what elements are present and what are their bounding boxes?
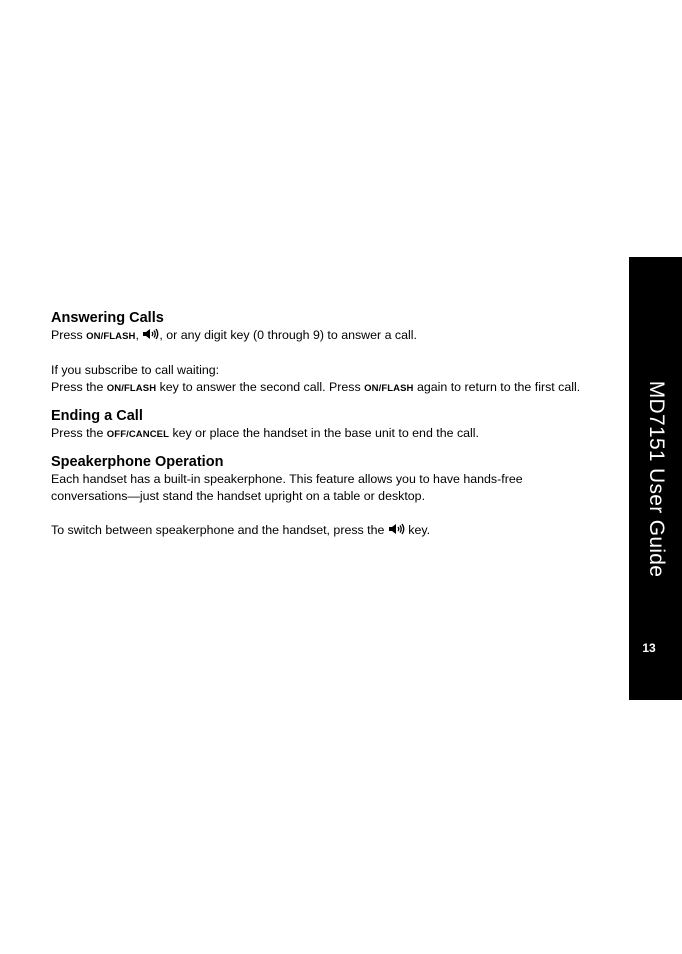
- heading-answering-calls: Answering Calls: [51, 310, 164, 326]
- side-tab-title: [629, 359, 682, 599]
- ending-instruction: Press the OFF/CANCEL key or place the handset in the base unit to end the call.: [51, 426, 479, 440]
- speakerphone-description: Each handset has a built-in speakerphone. This feature allows you to have hands-free conversations—just stand the handset upright on a table or desktop.: [51, 472, 523, 503]
- heading-speakerphone-operation: Speakerphone Operation: [51, 454, 224, 470]
- page-content: [51, 309, 591, 539]
- answering-instruction: Press ON/FLASH, , or any digit key (0 through 9) to answer a call.: [51, 328, 417, 342]
- on-flash-key-label: ON/FLASH: [106, 383, 157, 394]
- guide-title: MD7151 User Guide: [644, 380, 668, 578]
- call-waiting-instruction: Press the ON/FLASH key to answer the second call. Press ON/FLASH again to return to the first call.: [51, 380, 581, 394]
- on-flash-key-label: ON/FLASH: [364, 383, 414, 394]
- speakerphone-switch-instruction: To switch between speakerphone and the handset, press the key.: [51, 523, 431, 537]
- side-tab: [629, 257, 682, 700]
- call-waiting-intro: If you subscribe to call waiting:: [51, 363, 220, 377]
- off-cancel-key-label: OFF/CANCEL: [106, 429, 170, 440]
- speakerphone-icon: [388, 523, 405, 535]
- page-number: 13: [642, 641, 656, 655]
- heading-ending-a-call: Ending a Call: [51, 408, 143, 424]
- on-flash-key-label: ON/FLASH: [86, 331, 136, 342]
- speakerphone-icon: [142, 328, 159, 340]
